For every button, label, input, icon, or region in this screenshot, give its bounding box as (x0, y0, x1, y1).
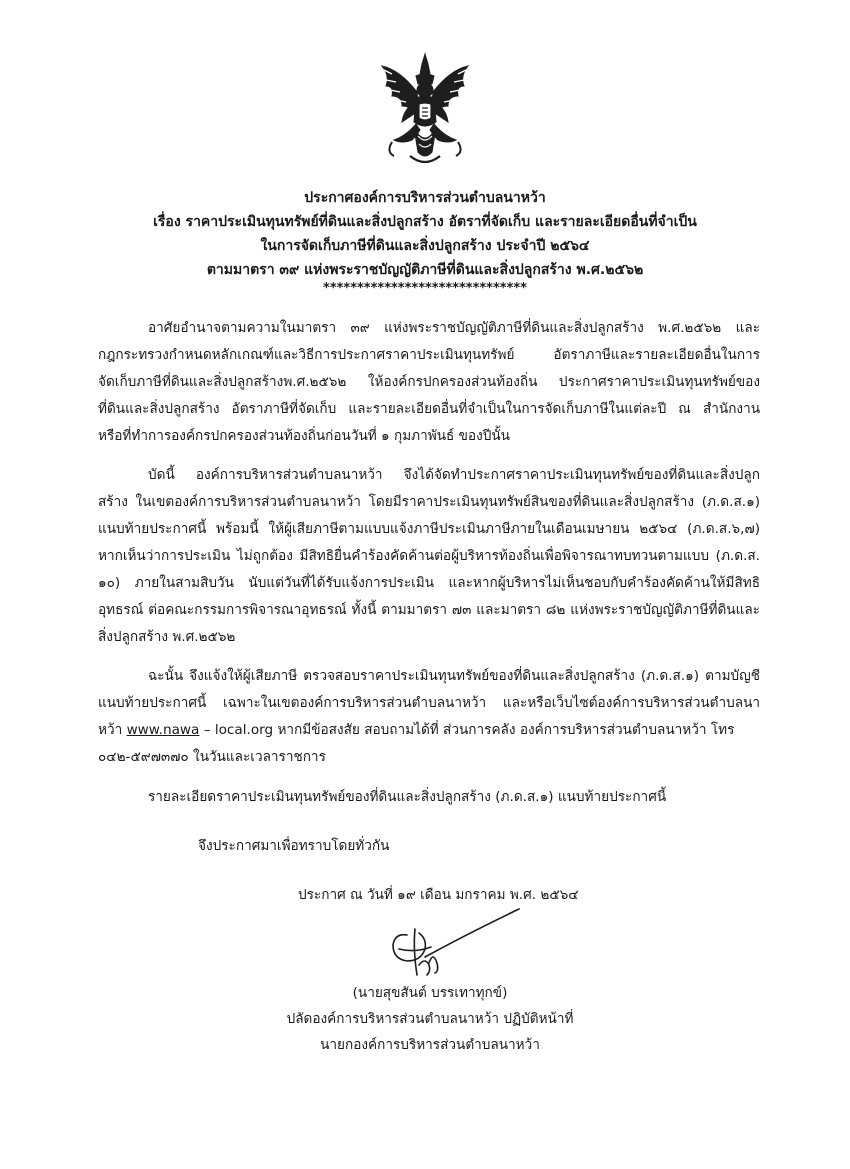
paragraph-1-line: กฎกระทรวงกำหนดหลักเกณฑ์และวิธีการประกาศราคาประเมินทุนทรัพย์ อัตราภาษีและรายละเอียดอื่นในการ (98, 347, 760, 363)
date-line: ประกาศ ณ วันที่ ๑๙ เดือน มกราคม พ.ศ. ๒๕๖๔ (298, 887, 579, 903)
paragraph-3-text: หว้า (98, 722, 127, 738)
signer-position-acting: นายกองค์การบริหารส่วนตำบลนาหว้า (320, 1037, 540, 1053)
paragraph-2-line: แนบท้ายประกาศนี้ พร้อมนี้ ให้ผู้เสียภาษีตามแบบแจ้งภาษีประเมินภาษีภายในเดือนเมษายน ๒๕๖๔ (ภ.ด.ส.๖,๗) (98, 521, 760, 537)
paragraph-2-line: บัดนี้ องค์การบริหารส่วนตำบลนาหว้า จึงได้จัดทำประกาศราคาประเมินทุนทรัพย์ของที่ดินและสิ่งปลูก (148, 467, 760, 483)
announcement-subject-line3: ตามมาตรา ๓๙ แห่งพระราชบัญญัติภาษีที่ดินและสิ่งปลูกสร้าง พ.ศ.๒๕๖๒ (206, 262, 644, 278)
announcement-title: ประกาศองค์การบริหารส่วนตำบลนาหว้า (304, 190, 546, 206)
signer-position: ปลัดองค์การบริหารส่วนตำบลนาหว้า ปฏิบัติหน้าที่ (286, 1011, 574, 1027)
handwritten-signature (385, 905, 535, 985)
paragraph-2-line: หากเห็นว่าการประเมิน ไม่ถูกต้อง มีสิทธิยื่นคำร้องคัดค้านต่อผู้บริหารท้องถิ่นเพื่อพิจารณาทบทวนตามแบบ (ภ.ด.ส. (98, 548, 760, 564)
paragraph-2-line: สร้าง ในเขตองค์การบริหารส่วนตำบลนาหว้า โดยมีราคาประเมินทุนทรัพย์สินของที่ดินและสิ่งปลูกสร้าง (ภ.ด.ส.๑) (98, 494, 760, 510)
paragraph-1-line: ที่ดินและสิ่งปลูกสร้าง อัตราภาษีที่จัดเก็บ และรายละเอียดอื่นที่จำเป็นในการจัดเก็บภาษีในแต่ละปี ณ สำนักงาน (98, 401, 760, 417)
paragraph-3-line: แนบท้ายประกาศนี้ เฉพาะในเขตองค์การบริหารส่วนตำบลนาหว้า และหรือเว็บไซต์องค์การบริหารส่วนตำบลนา (98, 695, 760, 711)
heading-separator: ****************************** (323, 281, 527, 296)
paragraph-2-line: สิ่งปลูกสร้าง พ.ศ.๒๕๖๒ (98, 629, 236, 645)
paragraph-4-line: รายละเอียดราคาประเมินทุนทรัพย์ของที่ดินและสิ่งปลูกสร้าง (ภ.ด.ส.๑) แนบท้ายประกาศนี้ (148, 789, 667, 805)
closing-line: จึงประกาศมาเพื่อทราบโดยทั่วกัน (198, 838, 390, 854)
paragraph-1-line: จัดเก็บภาษีที่ดินและสิ่งปลูกสร้างพ.ศ.๒๕๖๒ ให้องค์กรปกครองส่วนท้องถิ่น ประกาศราคาประเมินทุนทรัพย์ของ (98, 374, 760, 390)
signer-name: (นายสุขสันต์ บรรเทาทุกข์) (352, 985, 508, 1001)
paragraph-2-line: ๑๐) ภายในสามสิบวัน นับแต่วันที่ได้รับแจ้งการประเมิน และหากผู้บริหารไม่เห็นชอบกับคำร้องคัดค้านให้มีสิทธิ (98, 575, 760, 591)
paragraph-2-line: อุทธรณ์ ต่อคณะกรรมการพิจารณาอุทธรณ์ ทั้งนี้ ตามมาตรา ๗๓ และมาตรา ๘๒ แห่งพระราชบัญญัติภาษีที่ดินและ (98, 602, 760, 618)
paragraph-1-line: หรือที่ทำการองค์กรปกครองส่วนท้องถิ่นก่อนวันที่ ๑ กุมภาพันธ์ ของปีนั้น (98, 428, 510, 444)
announcement-subject: เรื่อง ราคาประเมินทุนทรัพย์ที่ดินและสิ่งปลูกสร้าง อัตราที่จัดเก็บ และรายละเอียดอื่นที่จำเป็น (153, 214, 697, 230)
paragraph-1-line: อาศัยอำนาจตามความในมาตรา ๓๙ แห่งพระราชบัญญัติภาษีที่ดินและสิ่งปลูกสร้าง พ.ศ.๒๕๖๒ และ (148, 320, 760, 336)
paragraph-3-line: ๐๔๒-๕๙๗๓๗๐ ในวันและเวลาราชการ (98, 749, 326, 765)
announcement-subject-line2: ในการจัดเก็บภาษีที่ดินและสิ่งปลูกสร้าง ประจำปี ๒๕๖๔ (260, 238, 590, 254)
website-link[interactable]: www.nawa (126, 722, 200, 738)
paragraph-3-text: – local.org หากมีข้อสงสัย สอบถามได้ที่ ส่วนการคลัง องค์การบริหารส่วนตำบลนาหว้า โทร (199, 722, 735, 738)
garuda-emblem (372, 52, 478, 174)
paragraph-3-line: ฉะนั้น จึงแจ้งให้ผู้เสียภาษี ตรวจสอบราคาประเมินทุนทรัพย์ของที่ดินและสิ่งปลูกสร้าง (ภ.ด.ส.๑) ตามบัญชี (148, 668, 760, 684)
paragraph-3-line (98, 719, 760, 741)
